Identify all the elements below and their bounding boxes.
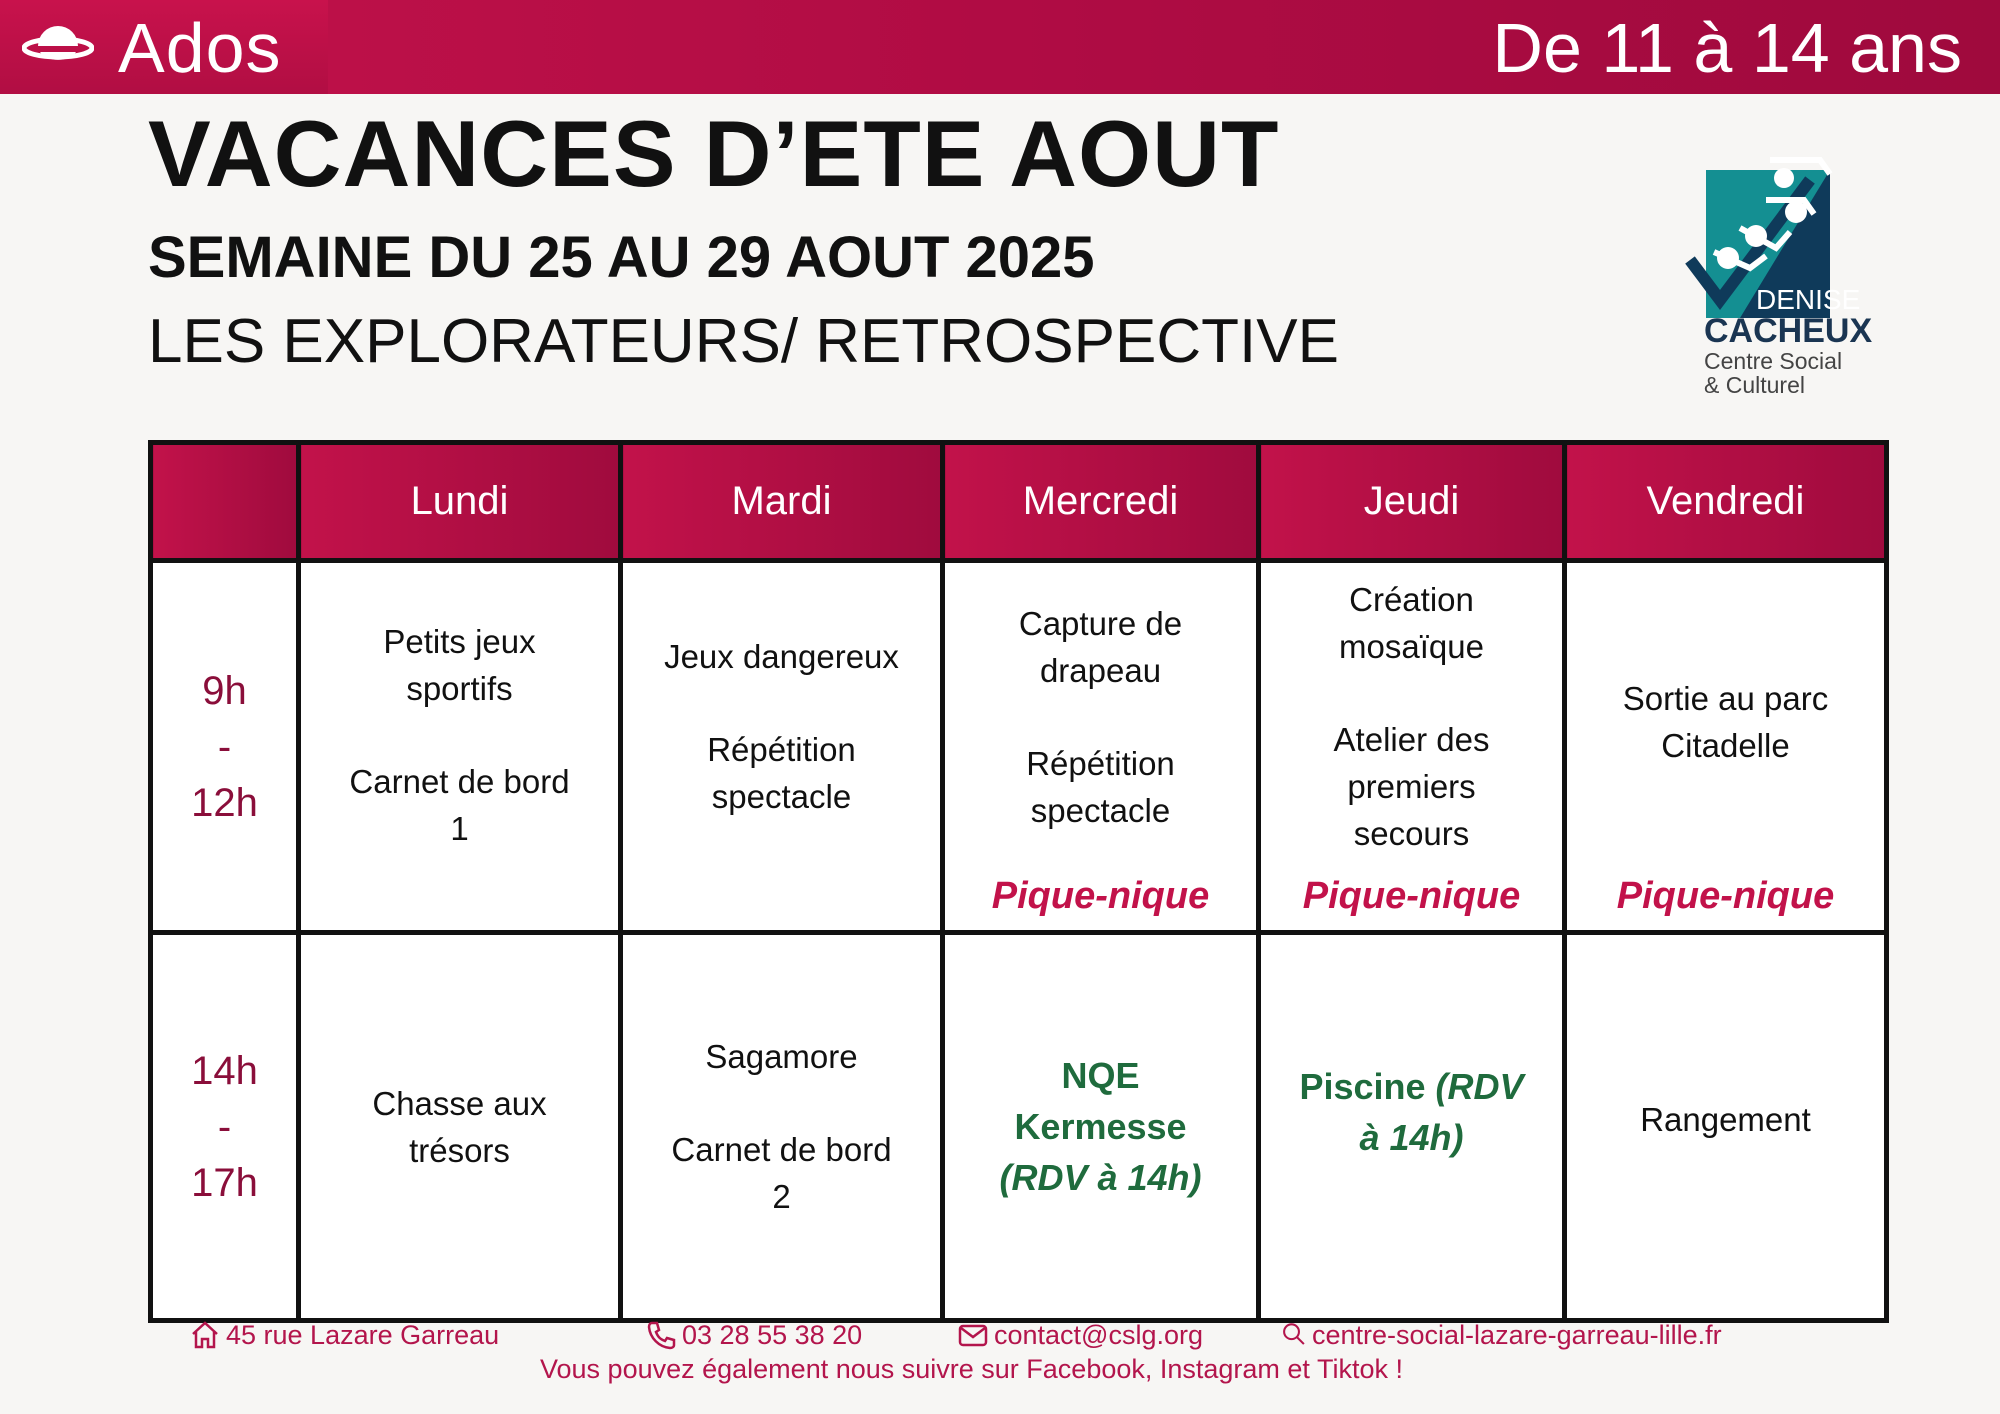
activity-cell <box>621 561 943 933</box>
activity-line: sportifs <box>406 669 513 707</box>
corner-cell <box>151 443 299 561</box>
activity-line: secours <box>1353 815 1470 852</box>
activity-cell <box>1565 933 1887 1321</box>
week-subtitle: SEMAINE DU 25 AU 29 AOUT 2025 <box>148 225 1095 290</box>
search-icon <box>1280 1318 1308 1352</box>
picnic-label: Pique-nique <box>1616 875 1835 917</box>
activity-line: trésors <box>409 1131 510 1169</box>
activity-line: Petits jeux <box>383 622 536 660</box>
time-separator: - <box>217 1104 232 1149</box>
activity-cell <box>1565 561 1887 933</box>
time-slot-morning <box>151 561 299 933</box>
planet-icon <box>22 24 94 72</box>
activity-rdv: (RDV <box>1435 1065 1524 1107</box>
theme-subtitle: LES EXPLORATEURS/ RETROSPECTIVE <box>148 307 1339 376</box>
day-header: Jeudi <box>1259 443 1565 561</box>
activity-line: 2 <box>772 1178 791 1215</box>
activity-line: Carnet de bord <box>671 1131 892 1168</box>
activity-line: Sortie au parc <box>1622 679 1829 717</box>
activity-line: Création <box>1349 581 1474 618</box>
activity-highlight: NQE <box>1061 1055 1140 1096</box>
activity-line: Sagamore <box>705 1038 858 1075</box>
social-media-note: Vous pouvez également nous suivre sur Facebook, Instagram et Tiktok ! <box>540 1354 1403 1384</box>
day-header: Mercredi <box>943 443 1259 561</box>
age-group-label: Ados <box>118 9 282 87</box>
activity-line: spectacle <box>711 778 852 815</box>
activity-cell <box>943 561 1259 933</box>
logo-text-centre: Centre Social <box>1704 348 1843 374</box>
activity-rdv: (RDV à 14h) <box>999 1157 1202 1198</box>
activity-cell <box>299 933 621 1321</box>
website-link[interactable]: centre-social-lazare-garreau-lille.fr <box>1312 1319 1722 1350</box>
activity-highlight: Piscine <box>1299 1065 1426 1107</box>
address-text: 45 rue Lazare Garreau <box>226 1319 500 1350</box>
activity-line: mosaïque <box>1339 628 1484 665</box>
day-header: Mardi <box>621 443 943 561</box>
activity-line: Répétition <box>1026 744 1175 782</box>
activity-line: Capture de <box>1018 604 1183 642</box>
mail-icon <box>956 1318 990 1352</box>
activity-line: Jeux dangereux <box>664 638 899 675</box>
day-header: Vendredi <box>1565 443 1887 561</box>
age-range: De 11 à 14 ans <box>1492 9 1962 87</box>
home-icon <box>188 1318 222 1352</box>
morning-row <box>151 561 1887 933</box>
afternoon-row <box>151 933 1887 1321</box>
age-group-tag <box>0 0 328 94</box>
activity-cell <box>621 933 943 1321</box>
phone-text[interactable]: 03 28 55 38 20 <box>682 1319 863 1350</box>
activity-cell <box>943 933 1259 1321</box>
activity-line: Citadelle <box>1661 726 1790 764</box>
time-separator: - <box>217 724 232 769</box>
activity-cell <box>1259 561 1565 933</box>
time-start: 14h <box>191 1048 258 1093</box>
time-start: 9h <box>202 668 247 713</box>
logo-text-culturel: & Culturel <box>1704 372 1805 398</box>
activity-line: drapeau <box>1039 651 1162 689</box>
activity-line: Chasse aux <box>372 1084 547 1122</box>
page-title: VACANCES D’ETE AOUT <box>148 101 1280 206</box>
activity-line: premiers <box>1347 768 1476 805</box>
activity-line: Rangement <box>1640 1101 1811 1138</box>
activity-cell <box>299 561 621 933</box>
time-slot-afternoon <box>151 933 299 1321</box>
phone-icon <box>644 1318 678 1352</box>
activity-line: Carnet de bord <box>349 762 570 800</box>
time-end: 12h <box>191 780 258 825</box>
picnic-label: Pique-nique <box>1302 875 1521 917</box>
activity-line: spectacle <box>1030 791 1171 829</box>
weekly-schedule-table <box>148 440 1889 1323</box>
footer-email[interactable] <box>956 1318 1203 1352</box>
footer-website[interactable] <box>1280 1318 1722 1352</box>
day-header: Lundi <box>299 443 621 561</box>
days-header-row <box>151 443 1887 561</box>
picnic-label: Pique-nique <box>991 875 1210 917</box>
activity-line: Répétition <box>707 731 856 768</box>
time-end: 17h <box>191 1160 258 1205</box>
email-link[interactable]: contact@cslg.org <box>994 1319 1203 1350</box>
logo-text-denise: DENISE <box>1756 284 1861 315</box>
activity-highlight: Kermesse <box>1014 1106 1187 1147</box>
logo-text-cacheux: CACHEUX <box>1704 312 1873 350</box>
activity-rdv: à 14h) <box>1359 1116 1464 1158</box>
activity-line: 1 <box>450 809 469 847</box>
activity-line: Atelier des <box>1333 721 1490 758</box>
footer-contact <box>0 1318 2000 1358</box>
footer-address <box>188 1318 499 1352</box>
footer-phone[interactable] <box>644 1318 862 1352</box>
activity-cell <box>1259 933 1565 1321</box>
